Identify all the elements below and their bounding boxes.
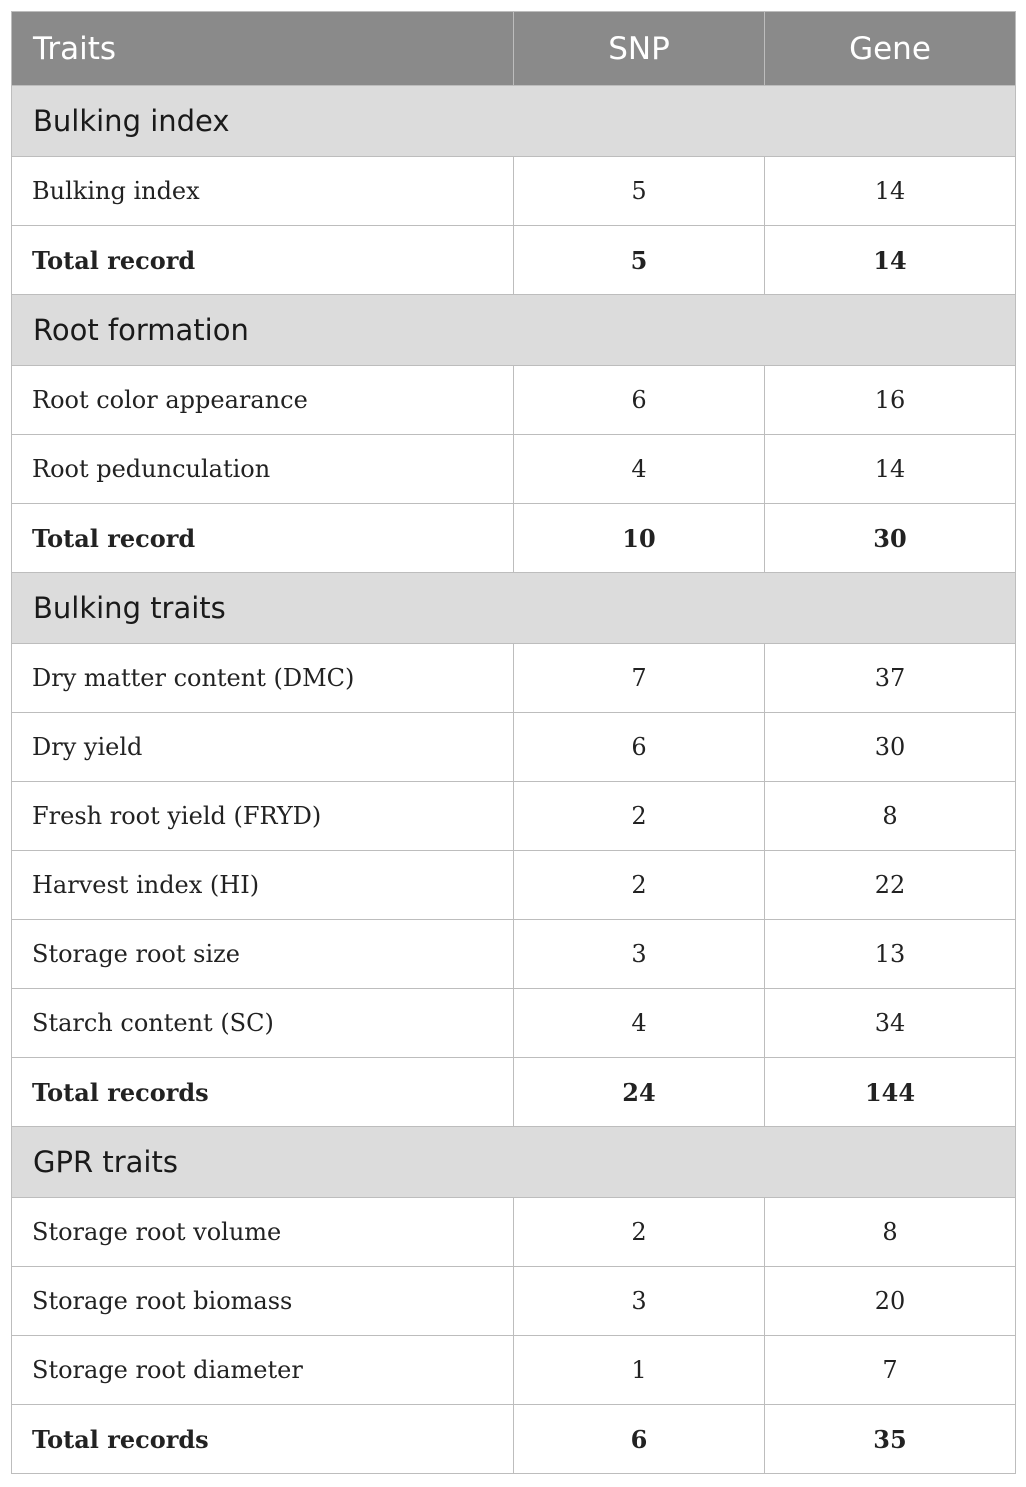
table-row xyxy=(12,920,1016,989)
trait-cell: Storage root size xyxy=(12,920,514,989)
table-row xyxy=(12,366,1016,435)
gene-cell: 13 xyxy=(765,920,1016,989)
table-row xyxy=(12,1336,1016,1405)
section-title: Bulking index xyxy=(12,86,1016,157)
snp-cell: 2 xyxy=(514,1198,765,1267)
gene-cell: 8 xyxy=(765,782,1016,851)
gene-cell: 34 xyxy=(765,989,1016,1058)
gene-cell: 14 xyxy=(765,435,1016,504)
trait-cell: Dry yield xyxy=(12,713,514,782)
total-label: Total records xyxy=(12,1058,514,1127)
snp-cell: 2 xyxy=(514,782,765,851)
table-row xyxy=(12,644,1016,713)
snp-cell: 3 xyxy=(514,1267,765,1336)
total-row xyxy=(12,226,1016,295)
gene-cell: 14 xyxy=(765,157,1016,226)
total-snp: 5 xyxy=(514,226,765,295)
trait-cell: Fresh root yield (FRYD) xyxy=(12,782,514,851)
gene-cell: 22 xyxy=(765,851,1016,920)
table-row xyxy=(12,713,1016,782)
trait-cell: Storage root diameter xyxy=(12,1336,514,1405)
trait-cell: Storage root biomass xyxy=(12,1267,514,1336)
section-row xyxy=(12,1127,1016,1198)
section-title: Bulking traits xyxy=(12,573,1016,644)
table-row xyxy=(12,989,1016,1058)
trait-cell: Starch content (SC) xyxy=(12,989,514,1058)
header-row xyxy=(12,12,1016,86)
snp-cell: 4 xyxy=(514,435,765,504)
total-row xyxy=(12,1405,1016,1474)
header-gene: Gene xyxy=(765,12,1016,86)
total-snp: 6 xyxy=(514,1405,765,1474)
snp-cell: 5 xyxy=(514,157,765,226)
snp-cell: 6 xyxy=(514,366,765,435)
trait-cell: Root color appearance xyxy=(12,366,514,435)
table-row xyxy=(12,782,1016,851)
table-row xyxy=(12,851,1016,920)
table-row xyxy=(12,157,1016,226)
table-row xyxy=(12,435,1016,504)
snp-cell: 2 xyxy=(514,851,765,920)
total-snp: 10 xyxy=(514,504,765,573)
snp-cell: 4 xyxy=(514,989,765,1058)
total-gene: 144 xyxy=(765,1058,1016,1127)
gene-cell: 37 xyxy=(765,644,1016,713)
trait-cell: Root pedunculation xyxy=(12,435,514,504)
trait-cell: Bulking index xyxy=(12,157,514,226)
snp-cell: 6 xyxy=(514,713,765,782)
section-row xyxy=(12,295,1016,366)
trait-cell: Dry matter content (DMC) xyxy=(12,644,514,713)
total-label: Total record xyxy=(12,226,514,295)
snp-cell: 1 xyxy=(514,1336,765,1405)
total-snp: 24 xyxy=(514,1058,765,1127)
gene-cell: 20 xyxy=(765,1267,1016,1336)
section-title: Root formation xyxy=(12,295,1016,366)
gene-cell: 8 xyxy=(765,1198,1016,1267)
trait-cell: Storage root volume xyxy=(12,1198,514,1267)
snp-cell: 7 xyxy=(514,644,765,713)
total-row xyxy=(12,504,1016,573)
total-label: Total record xyxy=(12,504,514,573)
total-gene: 30 xyxy=(765,504,1016,573)
header-snp: SNP xyxy=(514,12,765,86)
section-row xyxy=(12,573,1016,644)
snp-cell: 3 xyxy=(514,920,765,989)
gene-cell: 30 xyxy=(765,713,1016,782)
header-traits: Traits xyxy=(12,12,514,86)
total-gene: 35 xyxy=(765,1405,1016,1474)
gene-cell: 16 xyxy=(765,366,1016,435)
total-row xyxy=(12,1058,1016,1127)
total-label: Total records xyxy=(12,1405,514,1474)
total-gene: 14 xyxy=(765,226,1016,295)
trait-cell: Harvest index (HI) xyxy=(12,851,514,920)
gene-cell: 7 xyxy=(765,1336,1016,1405)
section-title: GPR traits xyxy=(12,1127,1016,1198)
table-row xyxy=(12,1267,1016,1336)
section-row xyxy=(12,86,1016,157)
traits-table xyxy=(11,11,1016,1474)
table-row xyxy=(12,1198,1016,1267)
